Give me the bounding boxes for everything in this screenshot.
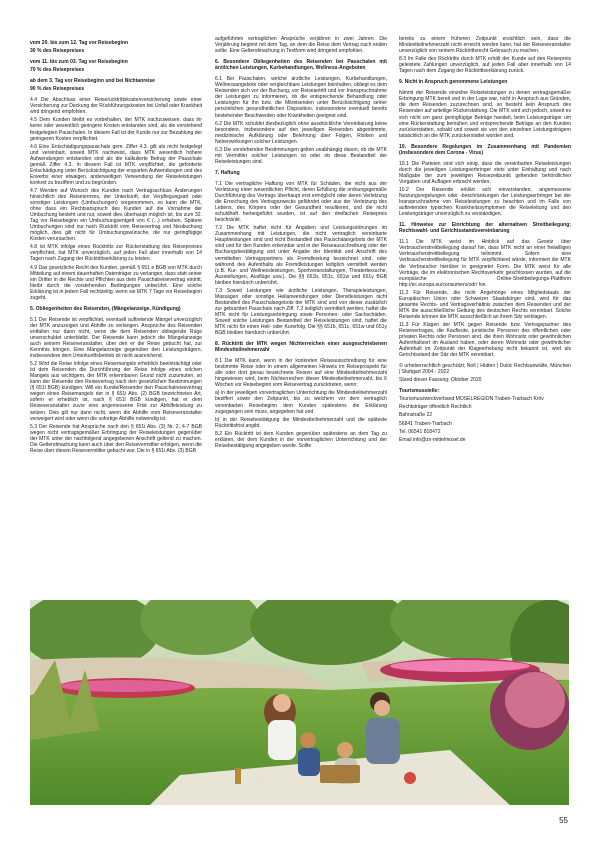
paragraph: 6.3 Die vorstehenden Bestimmungen gelten unabhängig davon, ob die MTK mit Vermittler solcher Leistungen ist oder ob diese Bestandteil der Reiseleistungen sind. <box>215 146 387 165</box>
section-heading: vom 20. bis zum 12. Tag vor Reisebeginn <box>30 40 129 46</box>
paragraph: Tel. 06541 818472 <box>399 428 441 435</box>
section-heading: ab dem 3. Tag vor Reisebeginn und bei Nichtanreise <box>30 78 155 85</box>
paragraph: 5.2 Wird die Reise infolge eines Reisemangels erheblich beeinträchtigt oder ist dem Reisenden die Durchführung der Reise infolge eines solchen Mangels aus wichtigem, der MTK erkennbaren Grund nicht zuzumuten, so kann der Reisende den Reisevertrag nach den gesetzlichen Bestimmungen (§ 651l BGB) kündigen. Will ein Kunde/Reisender den Pauschalreisevertrag wegen eines Reisemangels der in § 651i Abs. (2) BGB bezeichneten Art, sofern er erheblich ist, nach § 651l BGB kündigen, hat er dem Reiseveranstalter zuvor eine angemessene Frist zur Abhilfeleistung zu setzen. Dies gilt nur dann nicht, wenn die Abhilfe vom Reiseveranstalter verweigert wird oder wenn die sofortige Abhilfe notwendig ist. <box>30 361 202 422</box>
paragraph: 4.5 Dem Kunden bleibt es vorbehalten, der MTK nachzuweisen, dass ihr keine oder wesentlich geringere Kosten entstanden sind, als die vorstehend festgelegten Pauschalen. In diesem Fall ist der Kunde nur zur Bezahlung der geringeren Kosten verpflichtet. <box>30 117 202 142</box>
paragraph: 8.3 Im Falle des Rücktritts durch MTK erhält der Kunde auf den Reisepreis geleistete Zahlungen unverzüglich, auf jeden Fall aber innerhalb von 14 Tagen nach dem Zugang der Rücktrittserklärung zurück. <box>399 56 571 75</box>
section-heading: 7. Haftung <box>215 169 240 176</box>
section-heading: 9. Nicht in Anspruch genommene Leistungen <box>399 79 508 86</box>
paragraph: Stand dieser Fassung: Oktober 2020 <box>399 377 482 384</box>
paragraph: 4.6 Eine Entschädigungspauschale gem. Ziffer 4.3. gilt als nicht festgelegt und vereinbart, soweit MTK nachweist, dass MTK wesentlich höhere Aufwendungen entstanden sind als die kalkulierte Betrag der Pauschale gemäß Ziffer 4.3. In diesem Fall ist MTK verpflichtet, die geforderte Entschädigung unter Berücksichtigung der ersparten Aufwendungen und des Erwerbs einer etwaigen, anderweitigen Verwendung der Reiseleistungen konkret zu beziffern und zu begründen. <box>30 143 202 186</box>
text-column-2 <box>215 36 387 451</box>
section-heading: 10. Besondere Regelungen im Zusammenhang mit Pandemien (insbesondere dem Corona - Virus) <box>399 143 571 156</box>
paragraph: © urheberrechtlich geschützt; Noll | Hütten | Dukic Rechtsanwälte, München | Stuttgart 2004 - 2022 <box>399 363 571 376</box>
paragraph: 11.3 Für Klagen der MTK gegen Reisende bzw. Vertragspartner des Reisevertrages, die Kaufleute, juristische Personen des öffentlichen oder privaten Rechts oder Personen sind, die ihren Wohnsitz oder gewöhnlichen Aufenthaltsort im Ausland haben, oder deren Wohnsitz oder gewöhnlicher Aufenthalt im Zeitpunkt der Klageerhebung nicht bekannt ist, wird als Gerichtsstand der Sitz der MTK vereinbart. <box>399 321 571 359</box>
paragraph: 5.1 Der Reisende ist verpflichtet, eventuell auftretende Mängel unverzüglich der MTK anzuzeigen und Abhilfe zu verlangen. Ansprüche des Reisenden entfallen nur dann nicht, wenn die dem Reisenden obliegende Rüge unverschuldet unterbleibt. Der Reisende kann jedoch die Mängelanzeige auch seinem Reiseveranstalter, über den er die Reise gebucht hat, zur Kenntnis bringen. Eine Mängelanzeige gegenüber den Leistungsträgern, insbesondere dem Unterkunftsbetrieb ist nicht ausreichend. <box>30 316 202 360</box>
section-heading: 90 % des Reisepreises <box>30 86 85 93</box>
park-picnic-photo <box>30 600 569 805</box>
paragraph: 4.8 Ist MTK infolge eines Rücktritts zur Rückerstattung des Reisepreises verpflichtet, hat MTK unverzüglich, auf jeden Fall aber innerhalb von 14 Tagen nach Zugang der Rücktrittserklärung zu leisten. <box>30 244 202 263</box>
paragraph: Bahnstraße 22 <box>399 412 433 419</box>
terms-columns <box>30 36 570 598</box>
paragraph: 11.2 Für Reisende, die nicht Angehörige eines Mitgliedstaats der Europäischen Union oder Schweizer Staatsbürger sind, wird für das gesamte Rechts- und Vertragsverhältnis zwischen dem Reisenden und der MTK die ausschließliche Geltung des deutschen Rechts vereinbart. Solche Reisende können die MTK ausschließlich an ihrem Sitz verklagen. <box>399 289 571 320</box>
paragraph: Rechtsträger öffentlich Rechtlich <box>399 404 472 411</box>
paragraph: 8.2 Ein Rücktritt ist dem Kunden gegenüber spätestens an dem Tag zu erklären, der dem Kunden in der vorvertraglichen Unterrichtung und der Reisebestätigung angegeben wurde. Sollte <box>215 430 387 449</box>
section-heading: 5. Obliegenheiten des Reisenden, (Mängelanzeige, Kündigung) <box>30 305 181 312</box>
paragraph: 4.7 Werden auf Wunsch des Kunden nach Vertragsschluss Änderungen hinsichtlich des Reisetermins, der Unterkunft, der Verpflegungsart oder sonstiger Leistungen (Umbuchungen) vorgenommen, so kann die MTK, ohne dass ein Rechtsanspruch des Kunden auf die Vornahme der Umbuchung besteht und nur, soweit dies überhaupt möglich ist, bis zum 32. Tag vor Reisebeginn ein Umbuchungsentgelt von € (...) erheben. Spätere Umbuchungen sind nur nach Rücktritt vom Reisevertrag und Neubuchung möglich, dies gilt nicht für Umbuchungswünsche, die nur geringfügige Kosten verursachen. <box>30 187 202 243</box>
section-heading: vom 11. bis zum 03. Tag vor Reisebeginn <box>30 59 128 66</box>
section-heading: 11. Hinweise zur Einrichtung der alternativen Streitbeilegung; Rechtswahl- und Gerichtsstandsvereinbarung <box>399 222 571 235</box>
paragraph: 4.4 Der Abschluss einer Reiserücktrittskostenversicherung sowie einer Versicherung zur Deckung der Rückführungskosten bei Unfall oder Krankheit wird dringend empfohlen. <box>30 97 202 116</box>
paragraph: 6.2 Die MTK schuldet diesbezüglich ohne ausdrückliche Vereinbarung keine besondere, insbesondere auf den jeweiligen Reisenden abgestimmte, medizinische Aufklärung oder Belehrung über Folgen, Risiken und Nebenwirkungen solcher Leistungen. <box>215 120 387 145</box>
text-column-1 <box>30 36 202 456</box>
paragraph: Nimmt der Reisende einzelne Reiseleistungen zu denen vertragsgemäßer Erbringung MTK bereit und in der Lage war, nicht in Anspruch aus Gründen, die dem Reisenden zuzurechnen sind, so besteht kein Anspruch des Reisenden auf anteilige Rückerstattung. Die MTK wird sich jedoch, soweit es sich nicht um ganz geringfügige Beträge handelt, beim Leistungsträger um eine Rückerstattung bemühen und entsprechende Beträge an den Kunden zurückerstatten, sobald und soweit sie von den einzelnen Leistungsträgern tatsächlich an die MTK zurückerstattet worden sind. <box>399 90 571 139</box>
text-column-3 <box>399 36 571 445</box>
section-heading: 8. Rücktritt der MTK wegen Nichterreichen einer ausgeschriebenen Mindestteilnehmerzahl <box>215 341 387 354</box>
paragraph: Email info@zv-mittelmosel.de <box>399 436 466 443</box>
paragraph: bereits zu einem früheren Zeitpunkt ersichtlich sein, dass die Mindestteilnehmerzahl nicht erreicht werden kann, hat der Reiseveranstalter unverzüglich von seinem Rücktrittsrecht Gebrauch zu machen. <box>399 36 571 55</box>
paragraph: 7.3 Soweit Leistungen wie ärztliche Leistungen, Therapieleistungen, Massagen oder sonstige Heilanwendungen oder Dienstleistungen nicht Bestandteil des Pauschalangebots der MTK sind und von dieser zusätzlich zur gebuchten Pauschale nach Ziff. 7.2 lediglich vermittelt werden, haftet die MTK nicht für Leistungserbringung sowie Personen- oder Sachschäden. Soweit solche Leistungen Bestandteil der Reiseleistungen sind, haftet die MTK nicht für einen Heil- oder Kurerfolg. Die §§ 651b, 651c, 651w und 651y BGB bleiben hierdurch unberührt. <box>215 287 387 337</box>
paragraph: 10.1 Die Parteien sind sich einig, dass die vereinbarten Reiseleistungen durch die jeweiligen Leistungserbringer stets unter Einhaltung und nach Maßgabe der zum jeweiligen Reisezeitpunkt geltenden behördlichen Vorgaben und Auflagen erbracht werden. <box>399 160 571 185</box>
page-number: 55 <box>559 816 568 825</box>
paragraph: 8.1 Die MTK kann, wenn in der konkreten Reiseausschreibung für eine bestimmte Reise oder in einem allgemeinen Hinweis im Reiseprospekt für alle oder dort genau bezeichnete Reisen auf eine Mindestteilnehmerzahl hingewiesen wird, beim Nichterreichen dieser Mindestteilnehmerzahl, bis 6 Wochen vor Reisebeginn vom Reisevertrag zurücktreten, wenn: <box>215 358 387 389</box>
paragraph: 11.1 Die MTK weist im Hinblick auf das Gesetz über Verbraucherstreitbeilegung darauf hin, dass MTK nicht an einer freiwilligen Verbraucherstreitbeilegung teilnimmt. Sofern eine Verbraucherstreitbeilegung für MTK verpflichtend würde, informiert die MTK die Verbraucher hierüber in geeigneter Form. Die MTK weist für alle Verträge, die im elektronischen Rechtsverkehr geschlossen wurden, auf die europäische Online-Streitbeilegungs-Plattform http://ec.europa.eu/consumers/odr/ hin. <box>399 239 571 288</box>
section-heading: Tourismusstelle: <box>399 388 440 395</box>
paragraph: Tourismuszweckverband MOSELREGION Traben-Trarbach Kröv <box>399 396 544 403</box>
paragraph: 4.9 Das gesetzliche Recht des Kunden, gemäß § 651 e BGB von MTK durch Mitteilung auf einem dauerhaften Datenträger zu verlangen, dass statt seiner ein Dritter in die Rechte und Pflichten aus dem Pauschalreisevertrag eintritt, bleibt durch die vorstehenden Bedingungen unberührt. Eine solche Erklärung ist in jedem Fall rechtzeitig, wenn sie MTK 7 Tage vor Reisebeginn zugeht. <box>30 264 202 301</box>
paragraph: 10.2 Der Reisende erklärt sich einverstanden, angemessene Nutzungsregelungen oder -beschränkungen der Leistungserbringer bei der Inanspruchnahme von Reiseleistungen zu beachten und im Falle von auftretenden typischen Krankheitssymptomen die Reiseleitung und den Leistungsträger unverzüglich zu verständigen. <box>399 186 571 218</box>
paragraph: aufgeführten vertraglichen Ansprüche verjähren in zwei Jahren. Die Verjährung beginnt mit dem Tag, an dem die Reise dem Vertrag nach enden sollte. Eine Geltendmachung in Textform wird dringend empfohlen. <box>215 36 387 55</box>
section-heading: 30 % des Reisepreises <box>30 48 85 55</box>
section-heading: 70 % des Reisepreises <box>30 67 85 74</box>
section-heading: 6. Besondere Obliegenheiten des Reisenden bei Pauschalen mit ärztlichen Leistungen, Kurbehandlungen, Wellness-Angeboten <box>215 59 387 72</box>
paragraph: 7.2 Die MTK haftet nicht für Angaben und Leistungsstörungen im Zusammenhang mit Leistungen, die nicht vertraglich vereinbarte Hauptleistungen sind und nicht Bestandteil des Pauschalangebots der MTK sind und für den Kunden erkennbar und in der Reiseausschreibung oder der Buchungsbestätigung und unter Angabe der Identität und Anschrift des vermittelten Vertragspartners als Fremdleistung bezeichnet sind, oder während des Aufenthalts als Fremdleistungen lediglich vermittelt werden (z.B. Kur- und Wellnessleistungen, Sportveranstaltungen, Theaterbesuche, Ausstellungen, Ausflüge usw.). Die §§ 651b, 651c, 651w und 651y BGB bleiben hierdurch unberührt. <box>215 225 387 286</box>
paragraph: a) in der jeweiligen vorvertraglichen Unterrichtung die Mindestteilnehmerzahl beziffert sowie den Zeitpunkt, bis zu welchem vor dem vertraglich vereinbarten Reisebeginn dem Kunden spätestens die Erklärung zugegangen sein muss, angegeben hat und <box>215 390 387 415</box>
paragraph: b) in der Reisebestätigung die Mindestteilnehmerzahl und die späteste Rücktrittsfrist angibt. <box>215 416 387 429</box>
paragraph: 7.1 Die vertragliche Haftung von MTK für Schäden, die nicht aus der Verletzung einer wesentlichen Pflicht, deren Erfüllung die ordnungsgemäße Durchführung des Vertrags überhaupt erst ermöglicht oder deren Verletzung die Erreichung des Vertragszwecks gefährdet oder aus der Verletzung des Lebens, des Körpers oder der Gesundheit resultieren, und die nicht schuldhaft herbeigeführt wurden, ist auf den dreifachen Reisepreis beschränkt. <box>215 180 387 224</box>
paragraph: 6.1 Bei Pauschalen, welche ärztliche Leistungen, Kurbehandlungen, Wellnessangebote oder vergleichbare Leistungen beinhalten, obliegt es dem Reisenden sich vor der Buchung, vor Reiseantritt und vor Inanspruchnahme der Leistungen zu informieren, ob die entsprechende Behandlung oder Leistungen für ihn bzw. die Mitreisenden unter Berücksichtigung seiner persönlichen gesundheitlichen Disposition, insbesondere eventuell bereits bestehender Beschwerden oder Krankheiten geeignet sind. <box>215 76 387 119</box>
paragraph: 5.3 Der Reisende hat Ansprüche nach den § 651i Abs. (3) Nr. 2, 4-7 BGB wegen nicht vertragsgemäßer Erbringung der Reiseleistungen gegenüber der MTK unter der nachfolgend angegebenen Anschrift geltend zu machen. Die Geltendmachung kann auch über den Reisevermittler erfolgen, wenn die Reise über diesen Reisevermittler gebucht war. Die in § 651i Abs. (3) BGB <box>30 423 202 454</box>
paragraph: 56841 Traben-Trarbach <box>399 420 452 427</box>
